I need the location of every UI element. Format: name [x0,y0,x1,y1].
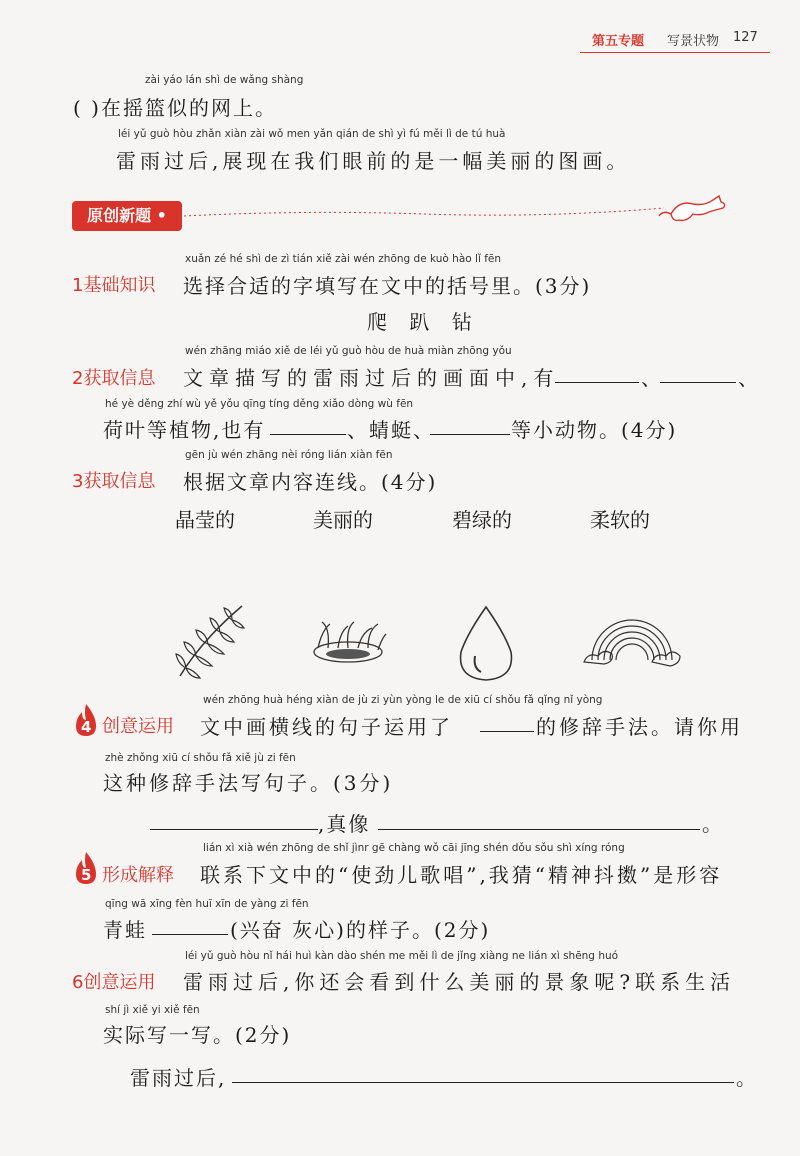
match-word[interactable]: 晶莹的 [175,508,235,532]
decorative-dotted-divider [184,188,744,233]
question-2-text-2: 荷叶等植物,也有 [103,418,266,442]
question-3-label: 3获取信息 [72,471,156,492]
question-5-text-3: (兴奋 灰心)的样子。(2分) [230,918,491,942]
question-6-text-2: 实际写一写。(2分) [103,1023,292,1047]
separator: 、 [641,366,663,390]
answer-blank[interactable] [480,731,534,732]
question-6-text: 雷雨过后,你还会看到什么美丽的景象呢?联系生活 [183,970,736,994]
pinyin-line: zhè zhǒng xiū cí shǒu fǎ xiě jù zi fēn [105,752,296,764]
rainbow-image[interactable] [582,608,682,670]
question-1-text: 选择合适的字填写在文中的括号里。(3分) [183,274,592,298]
period: 。 [702,812,724,836]
question-2-text: 文章描写的雷雨过后的画面中,有 [183,366,560,390]
question-1-options: 爬 趴 钻 [367,310,480,334]
question-4-text: 文中画横线的句子运用了 [200,715,453,739]
question-4-label: 创意运用 [102,716,174,737]
answer-blank[interactable] [555,382,639,383]
answer-prefix: 雷雨过后, [130,1066,227,1090]
question-5-text-2: 青蛙 [103,918,147,942]
question-2-text-4: 等小动物。(4分) [511,418,678,442]
pinyin-line: wén zhāng miáo xiě de léi yǔ guò hòu de huà miàn zhōng yǒu [185,345,512,357]
answer-blank[interactable] [232,1082,734,1083]
section-badge-label: 原创新题 [87,206,152,225]
pinyin-line: lián xì xià wén zhōng de shǐ jìnr gē chàng wǒ cāi jīng shén dǒu sǒu shì xíng róng [203,842,625,854]
question-2-text-3: 、蜻蜓、 [347,418,435,442]
flame-icon [72,850,100,886]
question-1-label: 1基础知识 [72,275,156,296]
pinyin-line: léi yǔ guò hòu nǐ hái huì kàn dào shén me měi lì de jǐng xiàng ne lián xì shēng huó [185,950,619,962]
section-badge: 原创新题 • [72,201,182,231]
header-rule [580,52,770,53]
question-4-text-3: 这种修辞手法写句子。(3分) [103,771,394,795]
question-3-text: 根据文章内容连线。(4分) [183,470,438,494]
separator: 、 [738,366,760,390]
sentence-connector: ,真像 [318,812,371,836]
pinyin-line: xuǎn zé hé shì de zì tián xiě zài wén zhōng de kuò hào lǐ fēn [185,253,502,265]
question-number: 4 [81,718,92,736]
grass-image[interactable] [308,618,388,668]
question-6-label: 6创意运用 [72,972,156,993]
match-word[interactable]: 柔软的 [590,508,650,532]
question-2-label: 2获取信息 [72,368,156,389]
pinyin-line: zài yáo lán shì de wǎng shàng [145,74,304,86]
cat-icon [659,196,725,220]
period: 。 [736,1066,758,1090]
question-5-label: 形成解释 [102,865,174,886]
answer-blank[interactable] [430,434,510,435]
match-word[interactable]: 美丽的 [313,508,373,532]
answer-blank[interactable] [270,434,346,435]
question-number: 5 [81,866,92,884]
answer-blank[interactable] [152,934,228,935]
answer-blank[interactable] [150,829,318,830]
pinyin-line: wén zhōng huà héng xiàn de jù zi yùn yòng le de xiū cí shǒu fǎ qǐng nǐ yòng [203,694,603,706]
pinyin-line: shí jì xiě yi xiě fēn [105,1004,200,1016]
text-line: 雷雨过后,展现在我们眼前的是一幅美丽的图画。 [116,149,631,173]
answer-blank[interactable] [378,829,700,830]
pinyin-line: hé yè děng zhí wù yě yǒu qīng tíng děng xiǎo dòng wù fēn [105,398,414,410]
chapter-section: 第五专题 [592,34,645,49]
question-4-text-2: 的修辞手法。请你用 [536,715,743,739]
chapter-title: 写景状物 [667,34,720,49]
match-word[interactable]: 碧绿的 [452,508,512,532]
answer-blank[interactable] [660,382,736,383]
question-5-text: 联系下文中的“使劲儿歌唱”,我猜“精神抖擞”是形容 [200,863,723,887]
page-number: 127 [733,30,758,45]
pinyin-line: gēn jù wén zhāng nèi róng lián xiàn fēn [185,449,393,461]
pinyin-line: qīng wā xīng fèn huī xīn de yàng zi fēn [105,898,309,910]
text-line: ( )在摇篮似的网上。 [73,96,277,120]
water-drop-image[interactable] [455,604,517,684]
willow-branch-image[interactable] [172,600,248,680]
pinyin-line: léi yǔ guò hòu zhǎn xiàn zài wǒ men yǎn qián de shì yì fú měi lì de tú huà [118,128,506,140]
flame-icon [72,702,100,738]
